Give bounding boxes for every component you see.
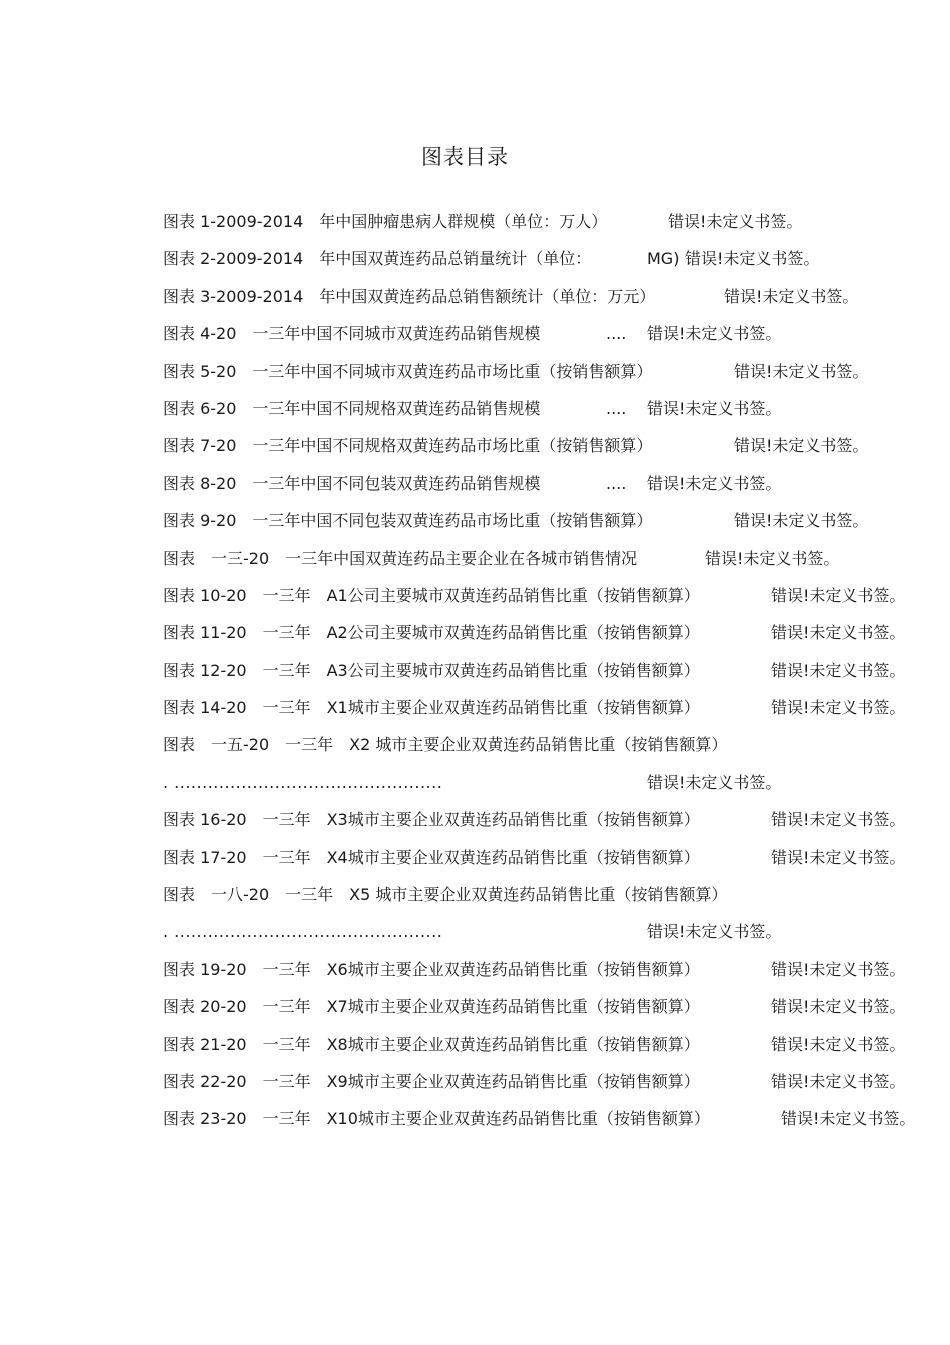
toc-entry-dots: . ................................................ <box>163 922 443 942</box>
toc-entry-label: 图表 5-20 一三年中国不同城市双黄连药品市场比重（按销售额算） <box>163 361 653 381</box>
toc-entry-ref[interactable]: 错误!未定义书签。 <box>705 548 840 568</box>
toc-entry-ref[interactable]: 错误!未定义书签。 <box>771 847 906 867</box>
toc-entry-ref[interactable]: 错误!未定义书签。 <box>771 660 906 680</box>
toc-entry-label: 图表 8-20 一三年中国不同包装双黄连药品销售规模 <box>163 473 541 493</box>
toc-entry[interactable] <box>163 951 943 988</box>
table-of-figures <box>163 203 943 1138</box>
toc-entry[interactable] <box>163 1063 943 1100</box>
toc-entry-label: 图表 21-20 一三年 X8城市主要企业双黄连药品销售比重（按销售额算） <box>163 1034 700 1054</box>
toc-entry-continuation[interactable] <box>163 913 943 950</box>
toc-entry-label: 图表 7-20 一三年中国不同规格双黄连药品市场比重（按销售额算） <box>163 436 653 456</box>
toc-entry[interactable] <box>163 689 943 726</box>
toc-entry-ref[interactable]: 错误!未定义书签。 <box>724 286 859 306</box>
toc-entry-ref[interactable]: 错误!未定义书签。 <box>668 212 803 231</box>
toc-entry-ref[interactable]: 错误!未定义书签。 <box>647 772 782 792</box>
toc-entry-label: 图表 一八-20 一三年 X5 城市主要企业双黄连药品销售比重（按销售额算） <box>163 885 728 905</box>
toc-entry[interactable] <box>163 614 943 651</box>
toc-entry-label: 图表 3-2009-2014 年中国双黄连药品总销售额统计（单位：万元） <box>163 286 656 306</box>
toc-entry-ref[interactable]: 错误!未定义书签。 <box>771 810 906 830</box>
toc-entry[interactable] <box>163 726 943 763</box>
toc-entry-label: 图表 19-20 一三年 X6城市主要企业双黄连药品销售比重（按销售额算） <box>163 959 700 979</box>
toc-entry[interactable] <box>163 502 943 539</box>
toc-entry-label: 图表 20-20 一三年 X7城市主要企业双黄连药品销售比重（按销售额算） <box>163 997 700 1017</box>
toc-entry-dots: . ................................................ <box>163 772 443 792</box>
toc-entry-label: 图表 一五-20 一三年 X2 城市主要企业双黄连药品销售比重（按销售额算） <box>163 735 728 755</box>
toc-entry-label: 图表 11-20 一三年 A2公司主要城市双黄连药品销售比重（按销售额算） <box>163 623 700 643</box>
toc-entry-label: 图表 6-20 一三年中国不同规格双黄连药品销售规模 <box>163 398 541 418</box>
toc-entry-label: 图表 23-20 一三年 X10城市主要企业双黄连药品销售比重（按销售额算） <box>163 1109 710 1129</box>
toc-entry-ref[interactable]: 错误!未定义书签。 <box>771 585 906 605</box>
toc-entry-label: 图表 1-2009-2014 年中国肿瘤患病人群规模（单位：万人） <box>163 212 608 231</box>
toc-entry-ref[interactable]: 错误!未定义书签。 <box>685 249 820 269</box>
toc-entry-ref[interactable]: 错误!未定义书签。 <box>647 398 782 418</box>
toc-entry[interactable] <box>163 390 943 427</box>
toc-entry[interactable] <box>163 652 943 689</box>
toc-entry-dots: .... <box>606 324 627 344</box>
toc-entry-unit: MG) <box>647 249 680 269</box>
toc-entry-ref[interactable]: 错误!未定义书签。 <box>771 997 906 1017</box>
toc-entry[interactable] <box>163 577 943 614</box>
toc-entry[interactable] <box>163 876 943 913</box>
toc-entry-continuation[interactable] <box>163 764 943 801</box>
toc-entry-ref[interactable]: 错误!未定义书签。 <box>647 922 782 942</box>
toc-entry-ref[interactable]: 错误!未定义书签。 <box>771 1071 906 1091</box>
toc-entry-ref[interactable]: 错误!未定义书签。 <box>771 698 906 718</box>
toc-entry-label: 图表 一三-20 一三年中国双黄连药品主要企业在各城市销售情况 <box>163 548 638 568</box>
toc-entry-ref[interactable]: 错误!未定义书签。 <box>771 1034 906 1054</box>
toc-entry-ref[interactable]: 错误!未定义书签。 <box>734 436 869 456</box>
toc-entry-ref[interactable]: 错误!未定义书签。 <box>734 361 869 381</box>
toc-entry-label: 图表 16-20 一三年 X3城市主要企业双黄连药品销售比重（按销售额算） <box>163 810 700 830</box>
page-title: 图表目录 <box>421 145 509 169</box>
toc-entry-label: 图表 10-20 一三年 A1公司主要城市双黄连药品销售比重（按销售额算） <box>163 585 700 605</box>
toc-entry-ref[interactable]: 错误!未定义书签。 <box>771 623 906 643</box>
toc-entry-ref[interactable]: 错误!未定义书签。 <box>647 473 782 493</box>
toc-entry-label: 图表 22-20 一三年 X9城市主要企业双黄连药品销售比重（按销售额算） <box>163 1071 700 1091</box>
toc-entry[interactable] <box>163 801 943 838</box>
toc-entry[interactable] <box>163 465 943 502</box>
toc-entry-ref[interactable]: 错误!未定义书签。 <box>647 324 782 344</box>
toc-entry[interactable] <box>163 315 943 352</box>
toc-entry-ref[interactable]: 错误!未定义书签。 <box>734 511 869 531</box>
toc-entry[interactable] <box>163 427 943 464</box>
toc-entry-ref[interactable]: 错误!未定义书签。 <box>781 1109 916 1129</box>
toc-entry[interactable] <box>163 540 943 577</box>
toc-entry[interactable] <box>163 278 943 315</box>
toc-entry[interactable] <box>163 1100 943 1137</box>
toc-entry[interactable] <box>163 988 943 1025</box>
toc-entry[interactable] <box>163 1026 943 1063</box>
toc-entry-label: 图表 4-20 一三年中国不同城市双黄连药品销售规模 <box>163 324 541 344</box>
toc-entry-label: 图表 9-20 一三年中国不同包装双黄连药品市场比重（按销售额算） <box>163 511 653 531</box>
toc-entry-label: 图表 2-2009-2014 年中国双黄连药品总销量统计（单位： <box>163 249 592 269</box>
toc-entry-dots: .... <box>606 473 627 493</box>
toc-entry-ref[interactable]: 错误!未定义书签。 <box>771 959 906 979</box>
toc-entry[interactable] <box>163 203 943 240</box>
toc-entry[interactable] <box>163 839 943 876</box>
toc-entry[interactable] <box>163 240 943 277</box>
toc-entry-label: 图表 12-20 一三年 A3公司主要城市双黄连药品销售比重（按销售额算） <box>163 660 700 680</box>
toc-entry-dots: .... <box>606 398 627 418</box>
toc-entry[interactable] <box>163 353 943 390</box>
toc-entry-label: 图表 17-20 一三年 X4城市主要企业双黄连药品销售比重（按销售额算） <box>163 847 700 867</box>
toc-entry-label: 图表 14-20 一三年 X1城市主要企业双黄连药品销售比重（按销售额算） <box>163 698 700 718</box>
